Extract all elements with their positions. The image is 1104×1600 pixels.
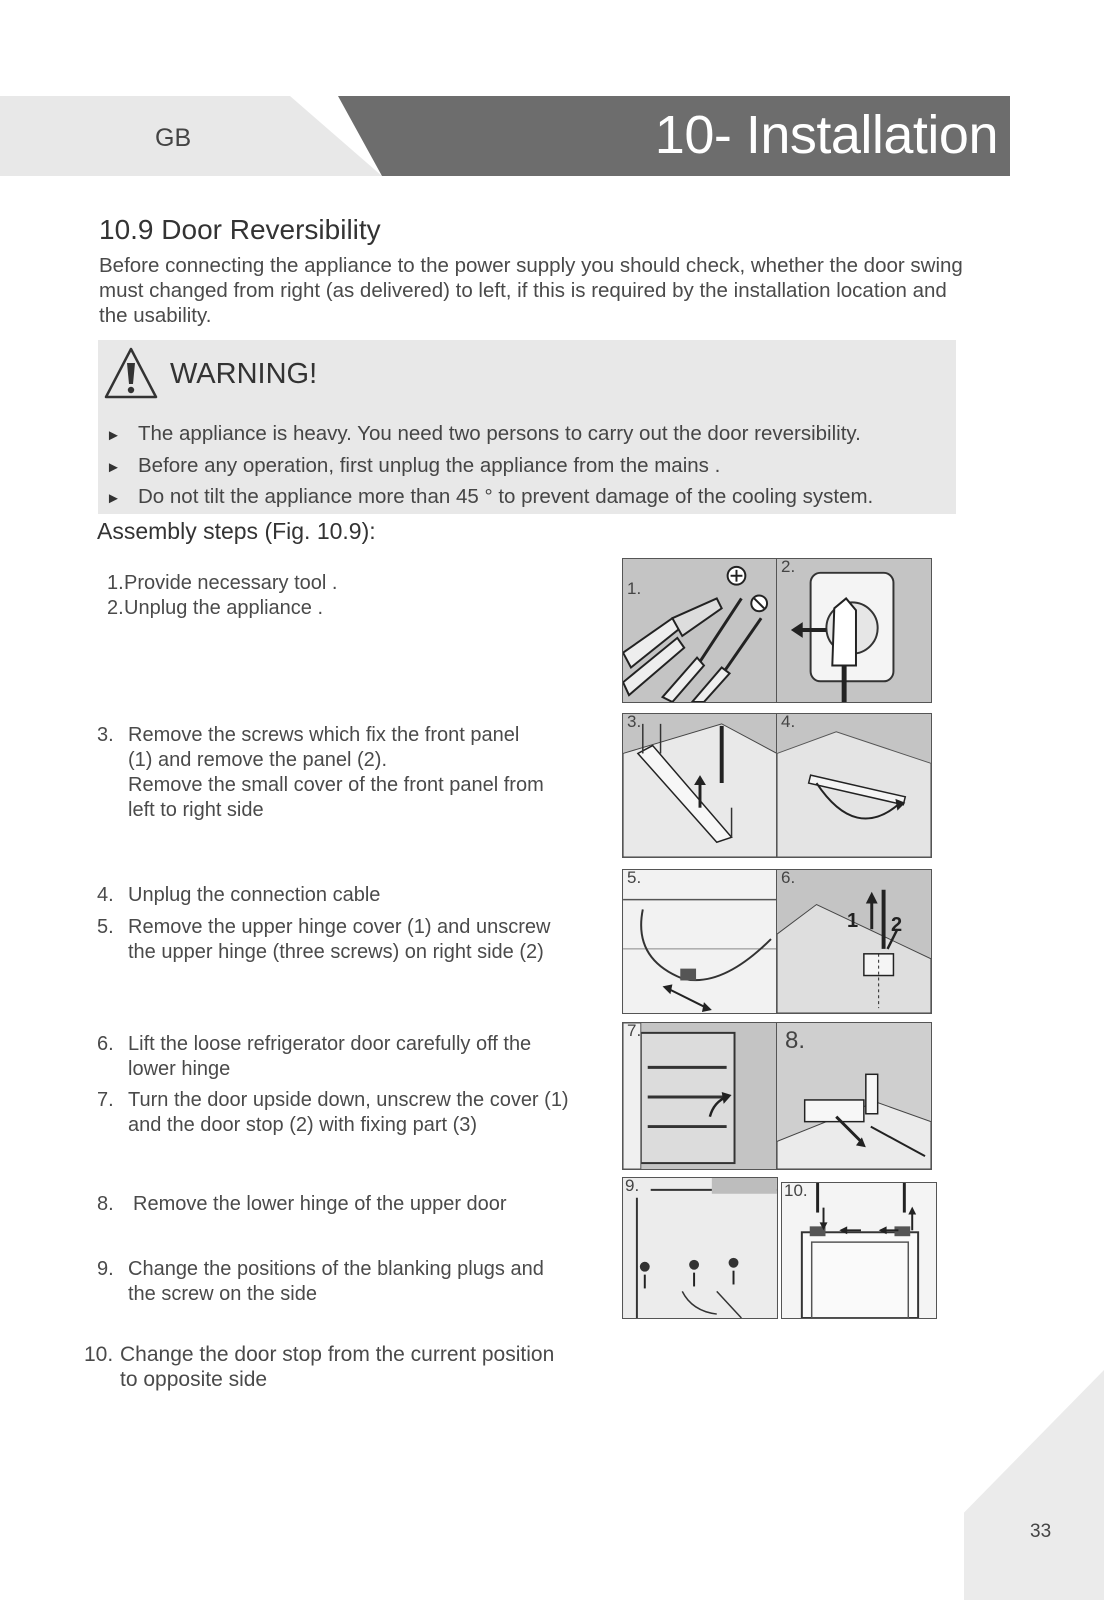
figure-number: 7.: [627, 1022, 642, 1040]
step-number: 6.: [97, 1033, 114, 1055]
figure-number: 8.: [785, 1027, 806, 1054]
warning-title: WARNING!: [170, 358, 318, 390]
triangle-bullet-icon: ►: [106, 458, 121, 476]
figure-number: 5.: [627, 869, 642, 887]
page-corner-decoration: [964, 1370, 1104, 1600]
section-intro: Before connecting the appliance to the power supply you should check, whether the door swing must changed from right (as delivered) to left, if this is required by the installation location and the usability.: [99, 254, 963, 327]
figure-number: 2.: [781, 558, 796, 576]
step-number: 3.: [97, 724, 114, 746]
figure-number: 6.: [781, 869, 796, 887]
upper-hinge-illustration: [777, 870, 931, 1013]
triangle-bullet-icon: ►: [106, 427, 121, 444]
figure-7-door: [622, 1022, 778, 1170]
door-stop-illustration: [782, 1183, 936, 1318]
step-number: 8.: [97, 1193, 114, 1215]
warning-item: ► Do not tilt the appliance more than 45 ° to prevent damage of the cooling system.: [106, 481, 873, 513]
step-number: 1.: [107, 572, 124, 594]
figure-4-cable: [776, 713, 932, 858]
figure-number: 1.: [627, 579, 642, 598]
figure-number: 10.: [784, 1182, 808, 1200]
step-number: 9.: [97, 1258, 114, 1280]
warning-list: [106, 418, 873, 513]
triangle-bullet-icon: ►: [106, 490, 121, 507]
section-title: 10.9 Door Reversibility: [99, 214, 381, 245]
figure-number: 4.: [781, 713, 796, 731]
warning-item: ► Before any operation, first unplug the appliance from the mains .: [106, 450, 873, 482]
warning-item: ► The appliance is heavy. You need two persons to carry out the door reversibility.: [106, 418, 873, 450]
figure-1-tools: [622, 558, 778, 703]
figure-number: 3.: [627, 713, 642, 731]
figure-number: 9.: [625, 1177, 640, 1195]
figure-9-plugs: [622, 1177, 778, 1319]
chapter-title: 10- Installation: [654, 105, 998, 165]
step-number: 2.: [107, 597, 124, 619]
blanking-plugs-illustration: [623, 1178, 777, 1318]
door-illustration: [623, 1023, 777, 1169]
figure-3-front-panel: [622, 713, 778, 858]
figure-8-lower-hinge: [776, 1022, 932, 1170]
step-number: 5.: [97, 916, 114, 938]
step-number: 10.: [84, 1343, 114, 1366]
assembly-title: Assembly steps (Fig. 10.9):: [97, 518, 376, 544]
figure-2-unplug: [776, 558, 932, 703]
step-number: 4.: [97, 884, 114, 906]
figure-6-upper-hinge: [776, 869, 932, 1014]
region-label: GB: [155, 124, 192, 152]
page-number: 33: [1030, 1521, 1052, 1542]
warning-triangle-icon: [102, 345, 160, 403]
connection-cable-illustration: [777, 714, 931, 857]
socket-plug-illustration: [777, 559, 931, 702]
connector-illustration: [623, 870, 777, 1013]
front-panel-illustration: [623, 714, 777, 857]
figure-callout-1: 1: [847, 910, 859, 932]
figure-5-hinge-cover: [622, 869, 778, 1014]
step-number: 7.: [97, 1089, 114, 1111]
figure-callout-2: 2: [891, 914, 903, 936]
figure-10-door-stop: [781, 1182, 937, 1319]
tools-illustration: [623, 559, 777, 702]
